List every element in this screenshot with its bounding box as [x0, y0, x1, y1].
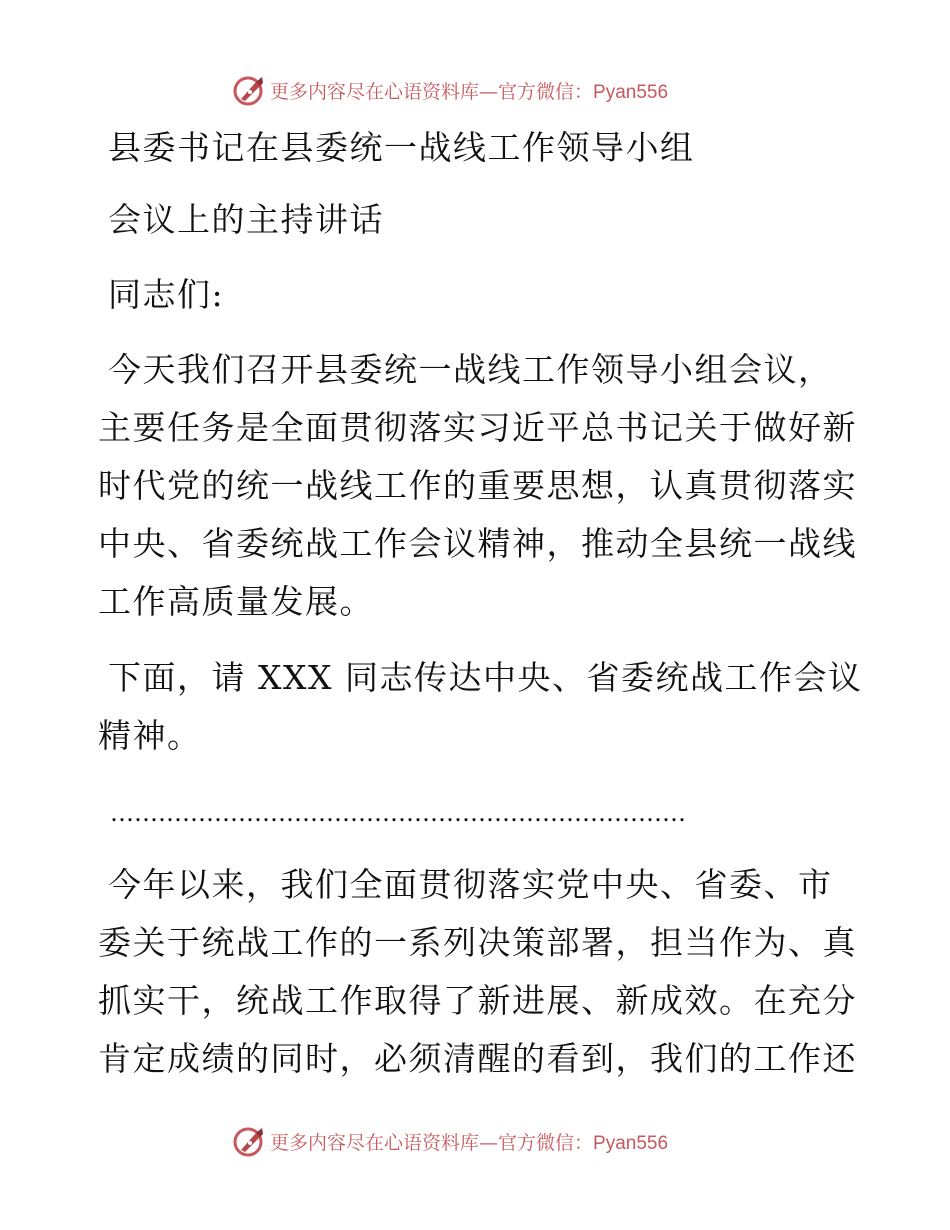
salutation: 同志们:	[108, 275, 225, 314]
paragraph-3-line: 肯定成绩的同时，必须清醒的看到，我们的工作还	[98, 1039, 857, 1078]
paragraph-1-line: 中央、省委统战工作会议精神，推动全县统一战线	[98, 524, 857, 563]
paragraph-3-line: 委关于统战工作的一系列决策部署，担当作为、真	[98, 923, 857, 962]
paragraph-1-line: 今天我们召开县委统一战线工作领导小组会议，	[108, 350, 833, 389]
pen-nib-logo-icon	[232, 1124, 266, 1158]
document-title-line-1: 县委书记在县委统一战线工作领导小组	[108, 128, 695, 167]
paragraph-2-line: 下面，请 XXX 同志传达中央、省委统战工作会议	[108, 658, 863, 697]
paragraph-3-line: 今年以来，我们全面贯彻落实党中央、省委、市	[108, 865, 833, 904]
paragraph-1-line: 时代党的统一战线工作的重要思想，认真贯彻落实	[98, 466, 857, 505]
paragraph-1-line: 工作高质量发展。	[98, 582, 374, 621]
header-watermark-banner	[232, 73, 668, 107]
ellipsis-separator: ………………………………………………………………	[110, 799, 686, 827]
watermark-text: 更多内容尽在心语资料库—官方微信：Pyan556	[270, 1131, 669, 1154]
paragraph-1-line: 主要任务是全面贯彻落实习近平总书记关于做好新	[98, 408, 857, 447]
footer-watermark-banner	[232, 1124, 668, 1158]
paragraph-2-line: 精神。	[98, 716, 202, 755]
pen-nib-logo-icon	[232, 73, 266, 107]
watermark-text: 更多内容尽在心语资料库—官方微信：Pyan556	[270, 80, 669, 103]
watermark-wechat-id: Pyan556	[593, 81, 669, 103]
watermark-wechat-id: Pyan556	[593, 1132, 669, 1154]
paragraph-3-line: 抓实干，统战工作取得了新进展、新成效。在充分	[98, 981, 857, 1020]
document-title-line-2: 会议上的主持讲话	[108, 200, 384, 239]
